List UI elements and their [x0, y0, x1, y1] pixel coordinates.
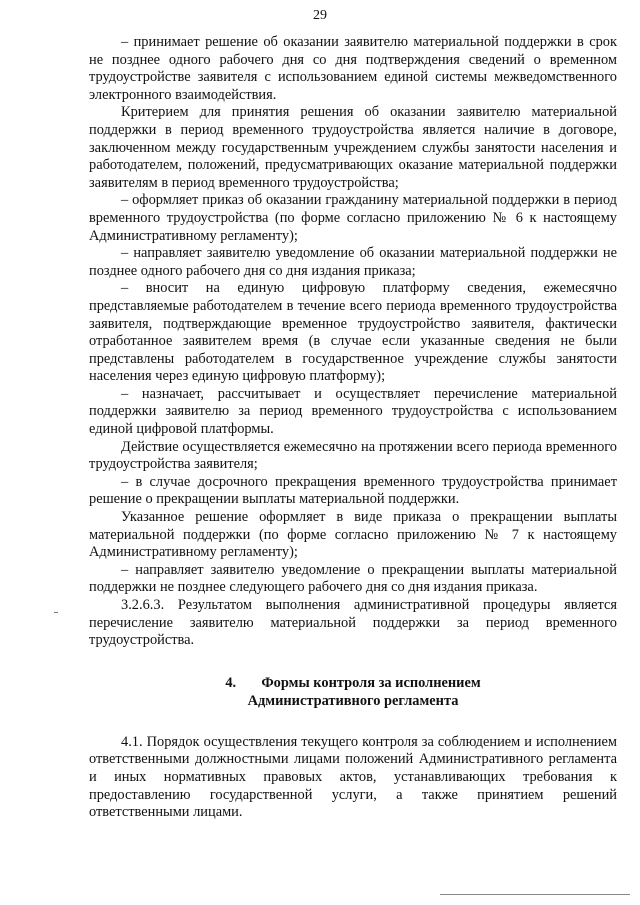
- paragraph-platform-entry: – вносит на единую цифровую платформу сведения, ежемесячно представляемые работодателем в течение всего периода временного трудоустройства заявителя, подтверждающие временное трудоустройство заявителя, фактически отработанное заявителем время (в случае если указанные сведения не были представлены работодателем в государственное учреждение службы занятости населения через единую цифровую платформу);: [89, 280, 617, 385]
- paragraph-payment: – назначает, рассчитывает и осуществляет перечисление материальной поддержки заявителю за период временного трудоустройства с использованием единой цифровой платформы.: [89, 385, 617, 438]
- document-body: [89, 34, 617, 822]
- paragraph-termination-order: Указанное решение оформляет в виде приказа о прекращении выплаты материальной поддержки (по форме согласно приложению № 7 к настоящему Административному регламенту);: [89, 509, 617, 561]
- page-number: 29: [313, 8, 327, 23]
- section-title-line2: Административного регламента: [247, 692, 459, 709]
- section-title-line1: Формы контроля за исполнением: [261, 674, 481, 691]
- paragraph-decision: – принимает решение об оказании заявителю материальной поддержки в срок не позднее одного рабочего дня со дня подтверждения сведений о временном трудоустройстве заявителя с использованием единой системы межведомственного электронного взаимодействия.: [89, 34, 617, 103]
- paragraph-order: – оформляет приказ об оказании гражданину материальной поддержки в период временного трудоустройства (по форме согласно приложению № 6 к настоящему Административному регламенту);: [89, 192, 617, 244]
- scan-mark: [54, 612, 58, 613]
- section-number: 4.: [225, 674, 237, 691]
- paragraph-early-termination: – в случае досрочного прекращения временного трудоустройства принимает решение о прекращении выплаты материальной поддержки.: [89, 473, 617, 508]
- section-heading: [89, 674, 617, 710]
- paragraph-termination-notice: – направляет заявителю уведомление о прекращении выплаты материальной поддержки не позднее следующего рабочего дня со дня издания приказа.: [89, 561, 617, 596]
- paragraph-result: 3.2.6.3. Результатом выполнения административной процедуры является перечисление заявителю материальной поддержки за период временного трудоустройства.: [89, 597, 617, 649]
- footer-rule: [440, 894, 630, 895]
- paragraph-notice: – направляет заявителю уведомление об оказании материальной поддержки не позднее одного рабочего дня со дня издания приказа;: [89, 245, 617, 279]
- paragraph-criterion: Критерием для принятия решения об оказании заявителю материальной поддержки в период временного трудоустройства является наличие в договоре, заключенном между государственным учреждением службы занятости населения и работодателем, положений, предусматривающих оказание материальной поддержки заявителям в период временного трудоустройства;: [89, 104, 617, 191]
- paragraph-control-procedure: 4.1. Порядок осуществления текущего контроля за соблюдением и исполнением ответственными должностными лицами положений Административного регламента и иных нормативных правовых актов, устанавливающих требования к предоставлению государственной услуги, а также принятием решений ответственными лицами.: [89, 733, 617, 821]
- paragraph-monthly: Действие осуществляется ежемесячно на протяжении всего периода временного трудоустройства заявителя;: [89, 438, 617, 473]
